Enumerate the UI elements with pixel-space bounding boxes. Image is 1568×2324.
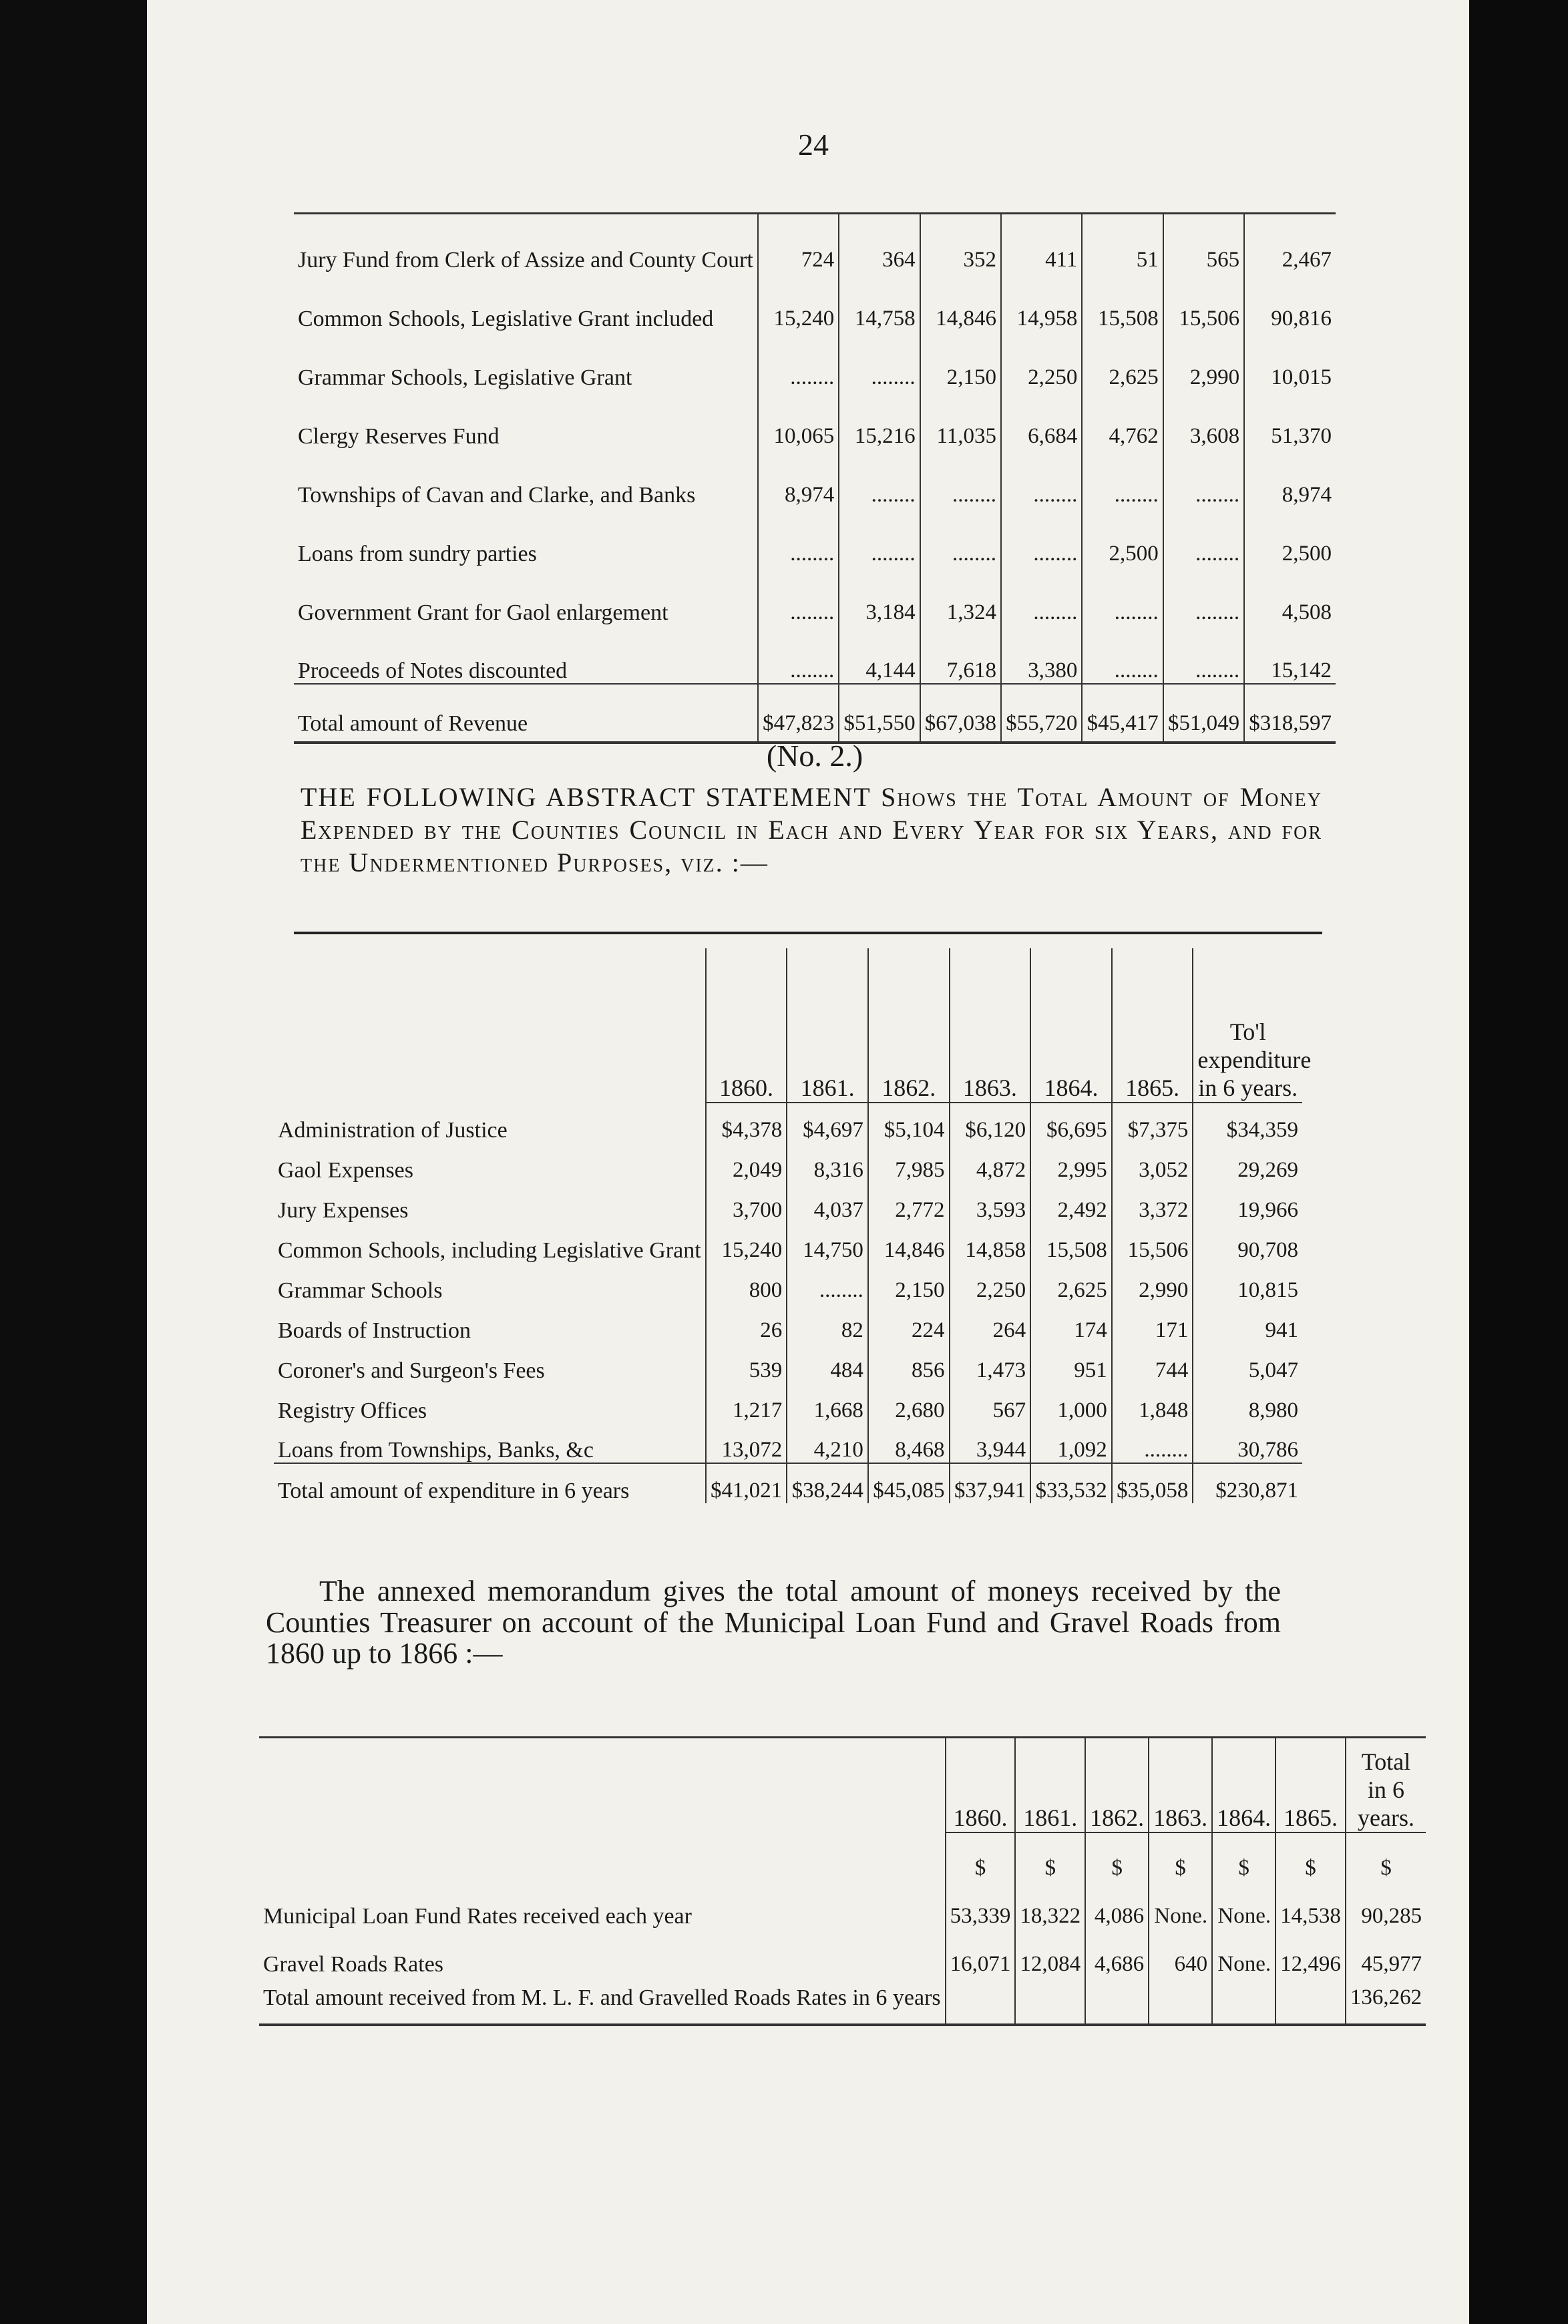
currency-sign: $ bbox=[1212, 1832, 1276, 1881]
value-cell: ........ bbox=[920, 449, 1001, 508]
value-cell: 174 bbox=[1030, 1303, 1112, 1343]
column-header: Total in 6 years. bbox=[1346, 1738, 1426, 1833]
value-cell: ........ bbox=[839, 449, 920, 508]
value-cell: 2,625 bbox=[1082, 331, 1163, 390]
total-value: $51,550 bbox=[839, 684, 920, 743]
section-number: (No. 2.) bbox=[766, 739, 863, 773]
scan-border-right bbox=[1469, 0, 1568, 2324]
row-label: Boards of Instruction bbox=[278, 1318, 471, 1344]
row-label: Loans from sundry parties bbox=[298, 541, 537, 566]
total-value: $47,823 bbox=[758, 684, 839, 743]
column-header: 1860. bbox=[946, 1738, 1016, 1833]
value-cell: 15,240 bbox=[758, 272, 839, 331]
value-cell: $4,697 bbox=[787, 1103, 868, 1143]
value-cell: 4,872 bbox=[950, 1143, 1031, 1183]
value-cell: 51 bbox=[1082, 214, 1163, 272]
value-cell: $7,375 bbox=[1112, 1103, 1193, 1143]
value-cell: 7,985 bbox=[868, 1143, 950, 1183]
value-cell: 14,538 bbox=[1276, 1881, 1346, 1929]
total-value: $41,021 bbox=[706, 1463, 787, 1503]
row-label bbox=[259, 1832, 946, 1881]
table-row bbox=[274, 1103, 1302, 1143]
value-cell: 224 bbox=[868, 1303, 950, 1343]
column-header: 1864. bbox=[1030, 948, 1112, 1103]
currency-sign: $ bbox=[1149, 1832, 1212, 1881]
value-cell: None. bbox=[1149, 1881, 1212, 1929]
value-cell: 3,052 bbox=[1112, 1143, 1193, 1183]
value-cell: 2,150 bbox=[868, 1263, 950, 1303]
value-cell: ........ bbox=[1082, 625, 1163, 684]
value-cell: ........ bbox=[1082, 449, 1163, 508]
value-cell: 18,322 bbox=[1015, 1881, 1085, 1929]
value-cell: 2,150 bbox=[920, 331, 1001, 390]
value-cell: 12,496 bbox=[1276, 1929, 1346, 1977]
total-value: $67,038 bbox=[920, 684, 1001, 743]
row-label: Jury Expenses bbox=[278, 1198, 409, 1223]
row-label: Administration of Justice bbox=[278, 1118, 508, 1143]
value-cell: ........ bbox=[1163, 449, 1244, 508]
value-cell: 941 bbox=[1193, 1303, 1302, 1343]
table-row bbox=[294, 214, 1336, 272]
column-header: 1862. bbox=[868, 948, 950, 1103]
value-cell: 2,492 bbox=[1030, 1183, 1112, 1223]
value-cell: 364 bbox=[839, 214, 920, 272]
value-cell: 7,618 bbox=[920, 625, 1001, 684]
total-row bbox=[294, 684, 1336, 743]
total-value bbox=[1276, 1977, 1346, 2025]
table-row bbox=[274, 1343, 1302, 1383]
row-label: Common Schools, including Legislative Grant bbox=[278, 1238, 701, 1264]
value-cell: 53,339 bbox=[946, 1881, 1016, 1929]
value-cell: 2,990 bbox=[1112, 1263, 1193, 1303]
value-cell: 15,142 bbox=[1244, 625, 1336, 684]
value-cell: ........ bbox=[920, 508, 1001, 566]
row-label: Gaol Expenses bbox=[278, 1158, 414, 1183]
value-cell: 12,084 bbox=[1015, 1929, 1085, 1977]
total-value: $33,532 bbox=[1030, 1463, 1112, 1503]
value-cell: ........ bbox=[758, 625, 839, 684]
value-cell: 5,047 bbox=[1193, 1343, 1302, 1383]
total-label: Total amount received from M. L. F. and Gravelled Roads Rates in 6 years bbox=[263, 1985, 941, 2011]
value-cell: 2,995 bbox=[1030, 1143, 1112, 1183]
row-label: Grammar Schools bbox=[278, 1278, 443, 1304]
value-cell: 14,750 bbox=[787, 1223, 868, 1263]
value-cell: 1,000 bbox=[1030, 1383, 1112, 1423]
table-row bbox=[294, 508, 1336, 566]
abstract-heading: THE FOLLOWING ABSTRACT STATEMENT Shows the Total Amount of Money Expended by the Counties Council in Each and Every Year for six Years, and for the Undermentioned Purposes, viz. :— bbox=[301, 782, 1322, 878]
currency-row bbox=[259, 1832, 1426, 1881]
table-row bbox=[274, 1183, 1302, 1223]
table-row bbox=[294, 390, 1336, 449]
value-cell: $34,359 bbox=[1193, 1103, 1302, 1143]
value-cell: 45,977 bbox=[1346, 1929, 1426, 1977]
value-cell: 29,269 bbox=[1193, 1143, 1302, 1183]
value-cell: 8,974 bbox=[1244, 449, 1336, 508]
row-label: Common Schools, Legislative Grant included bbox=[298, 306, 714, 331]
value-cell: ........ bbox=[1112, 1423, 1193, 1463]
expenditure-table bbox=[274, 948, 1312, 1504]
row-label: Municipal Loan Fund Rates received each year bbox=[263, 1904, 692, 1929]
value-cell: 15,508 bbox=[1030, 1223, 1112, 1263]
section-rule bbox=[294, 932, 1322, 934]
value-cell: ........ bbox=[787, 1263, 868, 1303]
total-label: Total amount of Revenue bbox=[294, 684, 758, 743]
value-cell: 8,980 bbox=[1193, 1383, 1302, 1423]
value-cell: 1,848 bbox=[1112, 1383, 1193, 1423]
value-cell: ........ bbox=[839, 508, 920, 566]
value-cell: 2,500 bbox=[1244, 508, 1336, 566]
row-label: Townships of Cavan and Clarke, and Banks bbox=[298, 482, 696, 508]
value-cell: 2,467 bbox=[1244, 214, 1336, 272]
page-number: 24 bbox=[798, 128, 829, 162]
column-header: 1862. bbox=[1085, 1738, 1149, 1833]
value-cell: 1,473 bbox=[950, 1343, 1031, 1383]
value-cell: 2,990 bbox=[1163, 331, 1244, 390]
table-row bbox=[259, 1929, 1426, 1977]
value-cell: 3,184 bbox=[839, 566, 920, 625]
table-row bbox=[274, 1423, 1302, 1463]
value-cell: 4,086 bbox=[1085, 1881, 1149, 1929]
row-label: Coroner's and Surgeon's Fees bbox=[278, 1358, 545, 1384]
value-cell: ........ bbox=[758, 508, 839, 566]
value-cell: $6,120 bbox=[950, 1103, 1031, 1143]
table-row bbox=[274, 1223, 1302, 1263]
value-cell: 724 bbox=[758, 214, 839, 272]
value-cell: 14,846 bbox=[920, 272, 1001, 331]
column-header: 1865. bbox=[1112, 948, 1193, 1103]
value-cell: 2,625 bbox=[1030, 1263, 1112, 1303]
value-cell: ........ bbox=[758, 566, 839, 625]
currency-sign: $ bbox=[1346, 1832, 1426, 1881]
loan-fund-table bbox=[259, 1736, 1426, 2026]
currency-sign: $ bbox=[1276, 1832, 1346, 1881]
total-value: 136,262 bbox=[1346, 1977, 1426, 2025]
value-cell: 4,686 bbox=[1085, 1929, 1149, 1977]
scan-border-left bbox=[0, 0, 160, 2324]
value-cell: 4,508 bbox=[1244, 566, 1336, 625]
column-header: 1861. bbox=[787, 948, 868, 1103]
value-cell: ........ bbox=[1001, 449, 1082, 508]
value-cell: ........ bbox=[839, 331, 920, 390]
value-cell: 1,217 bbox=[706, 1383, 787, 1423]
value-cell: 11,035 bbox=[920, 390, 1001, 449]
row-label: Jury Fund from Clerk of Assize and County Court bbox=[298, 247, 753, 272]
value-cell: $4,378 bbox=[706, 1103, 787, 1143]
table-row bbox=[274, 1383, 1302, 1423]
value-cell: 10,015 bbox=[1244, 331, 1336, 390]
value-cell: 3,944 bbox=[950, 1423, 1031, 1463]
value-cell: 15,506 bbox=[1112, 1223, 1193, 1263]
value-cell: $5,104 bbox=[868, 1103, 950, 1143]
row-label: Government Grant for Gaol enlargement bbox=[298, 600, 668, 625]
row-label: Grammar Schools, Legislative Grant bbox=[298, 365, 632, 390]
table-row bbox=[259, 1881, 1426, 1929]
value-cell: 1,092 bbox=[1030, 1423, 1112, 1463]
total-value bbox=[1085, 1977, 1149, 2025]
value-cell: 19,966 bbox=[1193, 1183, 1302, 1223]
value-cell: 1,324 bbox=[920, 566, 1001, 625]
value-cell: 13,072 bbox=[706, 1423, 787, 1463]
total-value bbox=[1149, 1977, 1212, 2025]
value-cell: ........ bbox=[1163, 566, 1244, 625]
row-label: Loans from Townships, Banks, &c bbox=[278, 1438, 594, 1463]
revenue-table bbox=[294, 212, 1336, 744]
value-cell: 14,846 bbox=[868, 1223, 950, 1263]
row-label: Registry Offices bbox=[278, 1398, 427, 1424]
row-label: Clergy Reserves Fund bbox=[298, 423, 500, 449]
column-header: 1863. bbox=[1149, 1738, 1212, 1833]
value-cell: 26 bbox=[706, 1303, 787, 1343]
table-row bbox=[274, 1263, 1302, 1303]
value-cell: 2,049 bbox=[706, 1143, 787, 1183]
total-value: $38,244 bbox=[787, 1463, 868, 1503]
currency-sign: $ bbox=[1085, 1832, 1149, 1881]
value-cell: 3,700 bbox=[706, 1183, 787, 1223]
currency-sign: $ bbox=[1015, 1832, 1085, 1881]
value-cell: 411 bbox=[1001, 214, 1082, 272]
total-row bbox=[274, 1463, 1302, 1503]
total-value: $37,941 bbox=[950, 1463, 1031, 1503]
value-cell: 1,668 bbox=[787, 1383, 868, 1423]
value-cell: 30,786 bbox=[1193, 1423, 1302, 1463]
row-label: Proceeds of Notes discounted bbox=[298, 658, 568, 683]
value-cell: 951 bbox=[1030, 1343, 1112, 1383]
total-value: $45,417 bbox=[1082, 684, 1163, 743]
column-header: 1864. bbox=[1212, 1738, 1276, 1833]
value-cell: ........ bbox=[1082, 566, 1163, 625]
value-cell: ........ bbox=[1001, 566, 1082, 625]
memorandum-text: The annexed memorandum gives the total amount of moneys received by the Counties Treasurer on account of the Municipal Loan Fund and Gravel Roads from 1860 up to 1866 :— bbox=[266, 1575, 1281, 1670]
table-row bbox=[294, 449, 1336, 508]
total-value bbox=[1015, 1977, 1085, 2025]
total-label: Total amount of expenditure in 6 years bbox=[274, 1463, 706, 1503]
value-cell: 744 bbox=[1112, 1343, 1193, 1383]
value-cell: 2,500 bbox=[1082, 508, 1163, 566]
value-cell: 4,762 bbox=[1082, 390, 1163, 449]
value-cell: 3,593 bbox=[950, 1183, 1031, 1223]
value-cell: 264 bbox=[950, 1303, 1031, 1343]
total-value bbox=[1212, 1977, 1276, 2025]
table-row bbox=[294, 566, 1336, 625]
value-cell: 2,772 bbox=[868, 1183, 950, 1223]
total-value: $55,720 bbox=[1001, 684, 1082, 743]
value-cell: 16,071 bbox=[946, 1929, 1016, 1977]
value-cell: 2,680 bbox=[868, 1383, 950, 1423]
value-cell: 800 bbox=[706, 1263, 787, 1303]
value-cell: 82 bbox=[787, 1303, 868, 1343]
value-cell: 8,468 bbox=[868, 1423, 950, 1463]
total-value: $230,871 bbox=[1193, 1463, 1302, 1503]
value-cell: ........ bbox=[758, 331, 839, 390]
table-row bbox=[294, 625, 1336, 684]
value-cell: 15,240 bbox=[706, 1223, 787, 1263]
value-cell: 2,250 bbox=[950, 1263, 1031, 1303]
column-header: 1865. bbox=[1276, 1738, 1346, 1833]
value-cell: 856 bbox=[868, 1343, 950, 1383]
value-cell: $6,695 bbox=[1030, 1103, 1112, 1143]
value-cell: 90,816 bbox=[1244, 272, 1336, 331]
column-header: 1861. bbox=[1015, 1738, 1085, 1833]
value-cell: 14,758 bbox=[839, 272, 920, 331]
value-cell: 640 bbox=[1149, 1929, 1212, 1977]
total-value: $45,085 bbox=[868, 1463, 950, 1503]
value-cell: 565 bbox=[1163, 214, 1244, 272]
table-row bbox=[294, 331, 1336, 390]
value-cell: 6,684 bbox=[1001, 390, 1082, 449]
value-cell: 14,858 bbox=[950, 1223, 1031, 1263]
value-cell: 484 bbox=[787, 1343, 868, 1383]
value-cell: 8,974 bbox=[758, 449, 839, 508]
value-cell: 15,508 bbox=[1082, 272, 1163, 331]
value-cell: None. bbox=[1212, 1881, 1276, 1929]
value-cell: ........ bbox=[1163, 625, 1244, 684]
value-cell: 51,370 bbox=[1244, 390, 1336, 449]
value-cell: 4,037 bbox=[787, 1183, 868, 1223]
total-value: $318,597 bbox=[1244, 684, 1336, 743]
column-header: 1863. bbox=[950, 948, 1031, 1103]
value-cell: 90,285 bbox=[1346, 1881, 1426, 1929]
table-row bbox=[294, 272, 1336, 331]
row-label: Gravel Roads Rates bbox=[263, 1952, 444, 1977]
total-value bbox=[946, 1977, 1016, 2025]
value-cell: ........ bbox=[1001, 508, 1082, 566]
value-cell: 10,815 bbox=[1193, 1263, 1302, 1303]
value-cell: 15,216 bbox=[839, 390, 920, 449]
value-cell: 3,608 bbox=[1163, 390, 1244, 449]
table-row bbox=[274, 1143, 1302, 1183]
total-row bbox=[259, 1977, 1426, 2025]
value-cell: 352 bbox=[920, 214, 1001, 272]
value-cell: 4,210 bbox=[787, 1423, 868, 1463]
value-cell: 90,708 bbox=[1193, 1223, 1302, 1263]
value-cell: 15,506 bbox=[1163, 272, 1244, 331]
total-value: $35,058 bbox=[1112, 1463, 1193, 1503]
total-value: $51,049 bbox=[1163, 684, 1244, 743]
value-cell: 171 bbox=[1112, 1303, 1193, 1343]
value-cell: 8,316 bbox=[787, 1143, 868, 1183]
value-cell: None. bbox=[1212, 1929, 1276, 1977]
value-cell: 3,380 bbox=[1001, 625, 1082, 684]
column-header: To'l expenditure in 6 years. bbox=[1193, 948, 1302, 1103]
currency-sign: $ bbox=[946, 1832, 1016, 1881]
value-cell: 14,958 bbox=[1001, 272, 1082, 331]
value-cell: 539 bbox=[706, 1343, 787, 1383]
value-cell: 3,372 bbox=[1112, 1183, 1193, 1223]
value-cell: 567 bbox=[950, 1383, 1031, 1423]
table-row bbox=[274, 1303, 1302, 1343]
value-cell: 10,065 bbox=[758, 390, 839, 449]
value-cell: 4,144 bbox=[839, 625, 920, 684]
column-header: 1860. bbox=[706, 948, 787, 1103]
value-cell: 2,250 bbox=[1001, 331, 1082, 390]
value-cell: ........ bbox=[1163, 508, 1244, 566]
